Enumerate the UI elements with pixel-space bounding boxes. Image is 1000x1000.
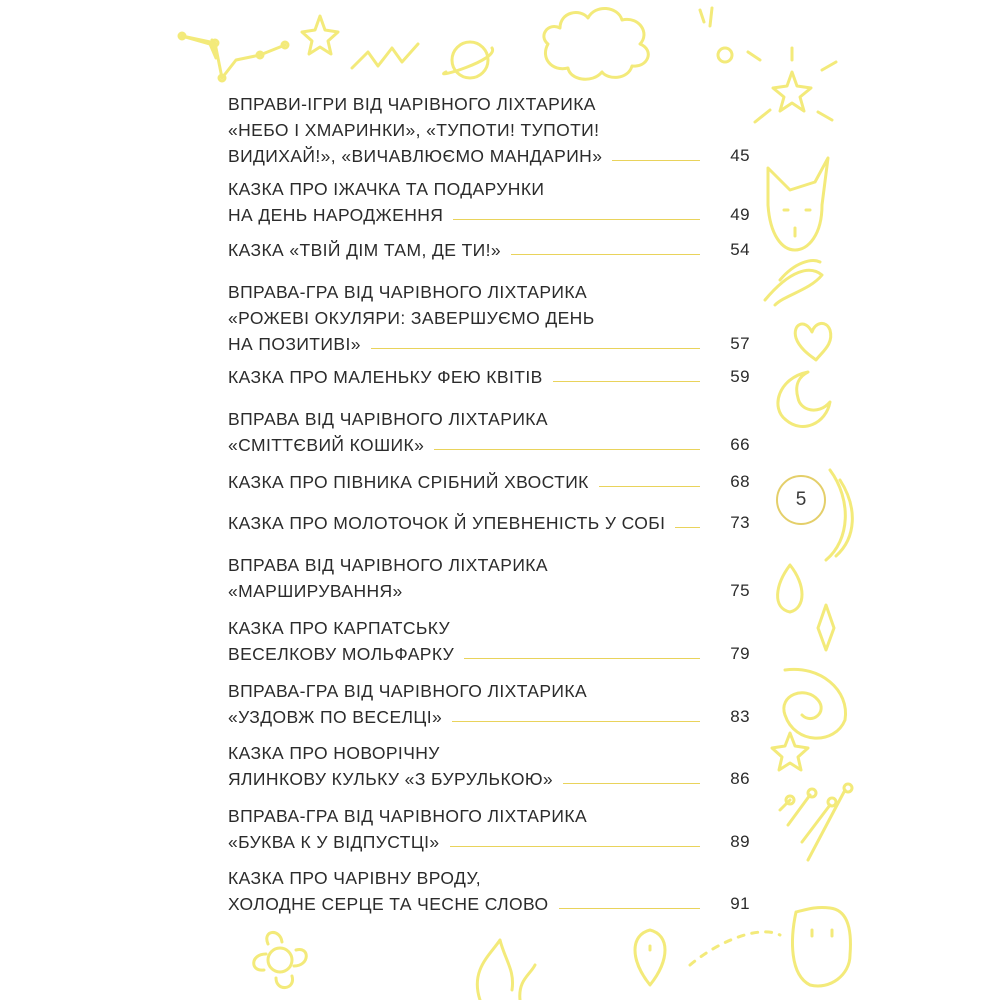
cloud-icon [544,8,648,79]
toc-page-number: 45 [730,146,750,165]
leader-line [559,908,701,909]
moon-icon [778,372,830,426]
toc-entry[interactable] [228,176,750,228]
toc-entry-line: «НЕБО І ХМАРИНКИ», «ТУПОТИ! ТУПОТИ! [228,120,600,140]
toc-page-number: 75 [730,581,750,600]
toc-entry-line: КАЗКА ПРО ІЖАЧКА ТА ПОДАРУНКИ [228,179,545,199]
toc-entry[interactable] [228,91,750,169]
leader-line [599,486,701,487]
toc-page-number: 66 [730,435,750,454]
toc-entry[interactable] [228,237,750,263]
zigzag-icon [352,44,418,68]
toc-entry-line: КАЗКА ПРО НОВОРІЧНУ [228,743,440,763]
toc-entry-line: КАЗКА ПРО МОЛОТОЧОК Й УПЕВНЕНІСТЬ У СОБІ [228,513,666,533]
map-pin-icon [635,930,665,985]
leader-line [371,348,700,349]
spiral-icon [784,669,846,738]
crescent-lines-icon [826,470,852,560]
toc-entry-line: «БУКВА К У ВІДПУСТЦІ» [228,832,440,852]
flame-icon [477,940,535,1000]
leader-line [453,219,700,220]
leader-line [452,721,700,722]
toc-page-number: 54 [730,240,750,259]
leader-line [434,449,700,450]
leader-line [450,846,701,847]
leader-line [675,527,700,528]
toc-entry-line: ХОЛОДНЕ СЕРЦЕ ТА ЧЕСНЕ СЛОВО [228,894,549,914]
toc-entry[interactable] [228,678,750,730]
star-outline-icon [772,733,808,770]
leader-line [612,160,700,161]
toc-entry-line: НА ДЕНЬ НАРОДЖЕННЯ [228,205,444,225]
leader-line [413,595,701,596]
toc-page-number: 79 [730,644,750,663]
toc-entry-line: ВЕСЕЛКОВУ МОЛЬФАРКУ [228,644,455,664]
toc-entry[interactable] [228,740,750,792]
toc-entry[interactable] [228,279,750,357]
toc-entry-line: ВПРАВА ВІД ЧАРІВНОГО ЛІХТАРИКА [228,409,548,429]
toc-entry-line: «МАРШИРУВАННЯ» [228,581,403,601]
toc-entry-line: ВПРАВА-ГРА ВІД ЧАРІВНОГО ЛІХТАРИКА [228,681,588,701]
flower-icon [254,932,307,987]
leader-line [553,381,701,382]
toc-page-number: 57 [730,334,750,353]
toc-entry[interactable] [228,865,750,917]
toc-entry-line: КАЗКА ПРО ЧАРІВНУ ВРОДУ, [228,868,481,888]
leader-line [511,254,700,255]
dashed-path-icon [690,932,780,965]
toc-entry-line: КАЗКА ПРО МАЛЕНЬКУ ФЕЮ КВІТІВ [228,367,543,387]
toc-entry-line: КАЗКА «ТВІЙ ДІМ ТАМ, ДЕ ТИ!» [228,240,502,260]
toc-entry[interactable] [228,469,750,495]
toc-entry[interactable] [228,406,750,458]
drop-icon [778,565,802,612]
toc-entry-line: КАЗКА ПРО КАРПАТСЬКУ [228,618,451,638]
toc-page-number: 83 [730,707,750,726]
toc-page-number: 86 [730,769,750,788]
diamond-icon [818,605,834,650]
smiley-shape-icon [793,907,851,986]
planet-icon [444,42,493,78]
toc-entry-line: ВПРАВА-ГРА ВІД ЧАРІВНОГО ЛІХТАРИКА [228,806,588,826]
toc-entry-line: ВПРАВА-ГРА ВІД ЧАРІВНОГО ЛІХТАРИКА [228,282,588,302]
constellation-icon [179,33,288,81]
leader-line [563,783,700,784]
leader-line [464,658,700,659]
toc-entry[interactable] [228,510,750,536]
toc-page-number: 49 [730,205,750,224]
toc-entry-line: НА ПОЗИТИВІ» [228,334,361,354]
fox-face-icon [768,158,828,250]
small-circle-icon [718,48,732,62]
toc-page-number: 91 [730,894,750,913]
toc-page-number: 73 [730,513,750,532]
toc-entry-line: ЯЛИНКОВУ КУЛЬКУ «З БУРУЛЬКОЮ» [228,769,554,789]
toc-entry-line: ВПРАВА ВІД ЧАРІВНОГО ЛІХТАРИКА [228,555,548,575]
swirl-icon [765,261,822,305]
heart-icon [795,323,831,360]
toc-entry[interactable] [228,364,750,390]
star-icon [302,16,338,54]
sparkle-lines-icon [700,8,712,26]
toc-entry-line: ВИДИХАЙ!», «ВИЧАВЛЮЄМО МАНДАРИН» [228,146,603,166]
toc-entry-line: «СМІТТЄВИЙ КОШИК» [228,435,425,455]
toc-page-number: 89 [730,832,750,851]
toc-page-number: 59 [730,367,750,386]
shooting-stars-icon [780,784,852,860]
toc-entry[interactable] [228,615,750,667]
toc-page-number: 68 [730,472,750,491]
toc-entry[interactable] [228,552,750,604]
sparkle-star-icon [748,48,836,122]
toc-entry-line: «УЗДОВЖ ПО ВЕСЕЛЦІ» [228,707,443,727]
toc-entry-line: ВПРАВИ-ІГРИ ВІД ЧАРІВНОГО ЛІХТАРИКА [228,94,596,114]
toc-entry-line: «РОЖЕВІ ОКУЛЯРИ: ЗАВЕРШУЄМО ДЕНЬ [228,308,595,328]
toc-entry-line: КАЗКА ПРО ПІВНИКА СРІБНИЙ ХВОСТИК [228,472,589,492]
page-number-badge: 5 [776,475,826,525]
toc-entry[interactable] [228,803,750,855]
